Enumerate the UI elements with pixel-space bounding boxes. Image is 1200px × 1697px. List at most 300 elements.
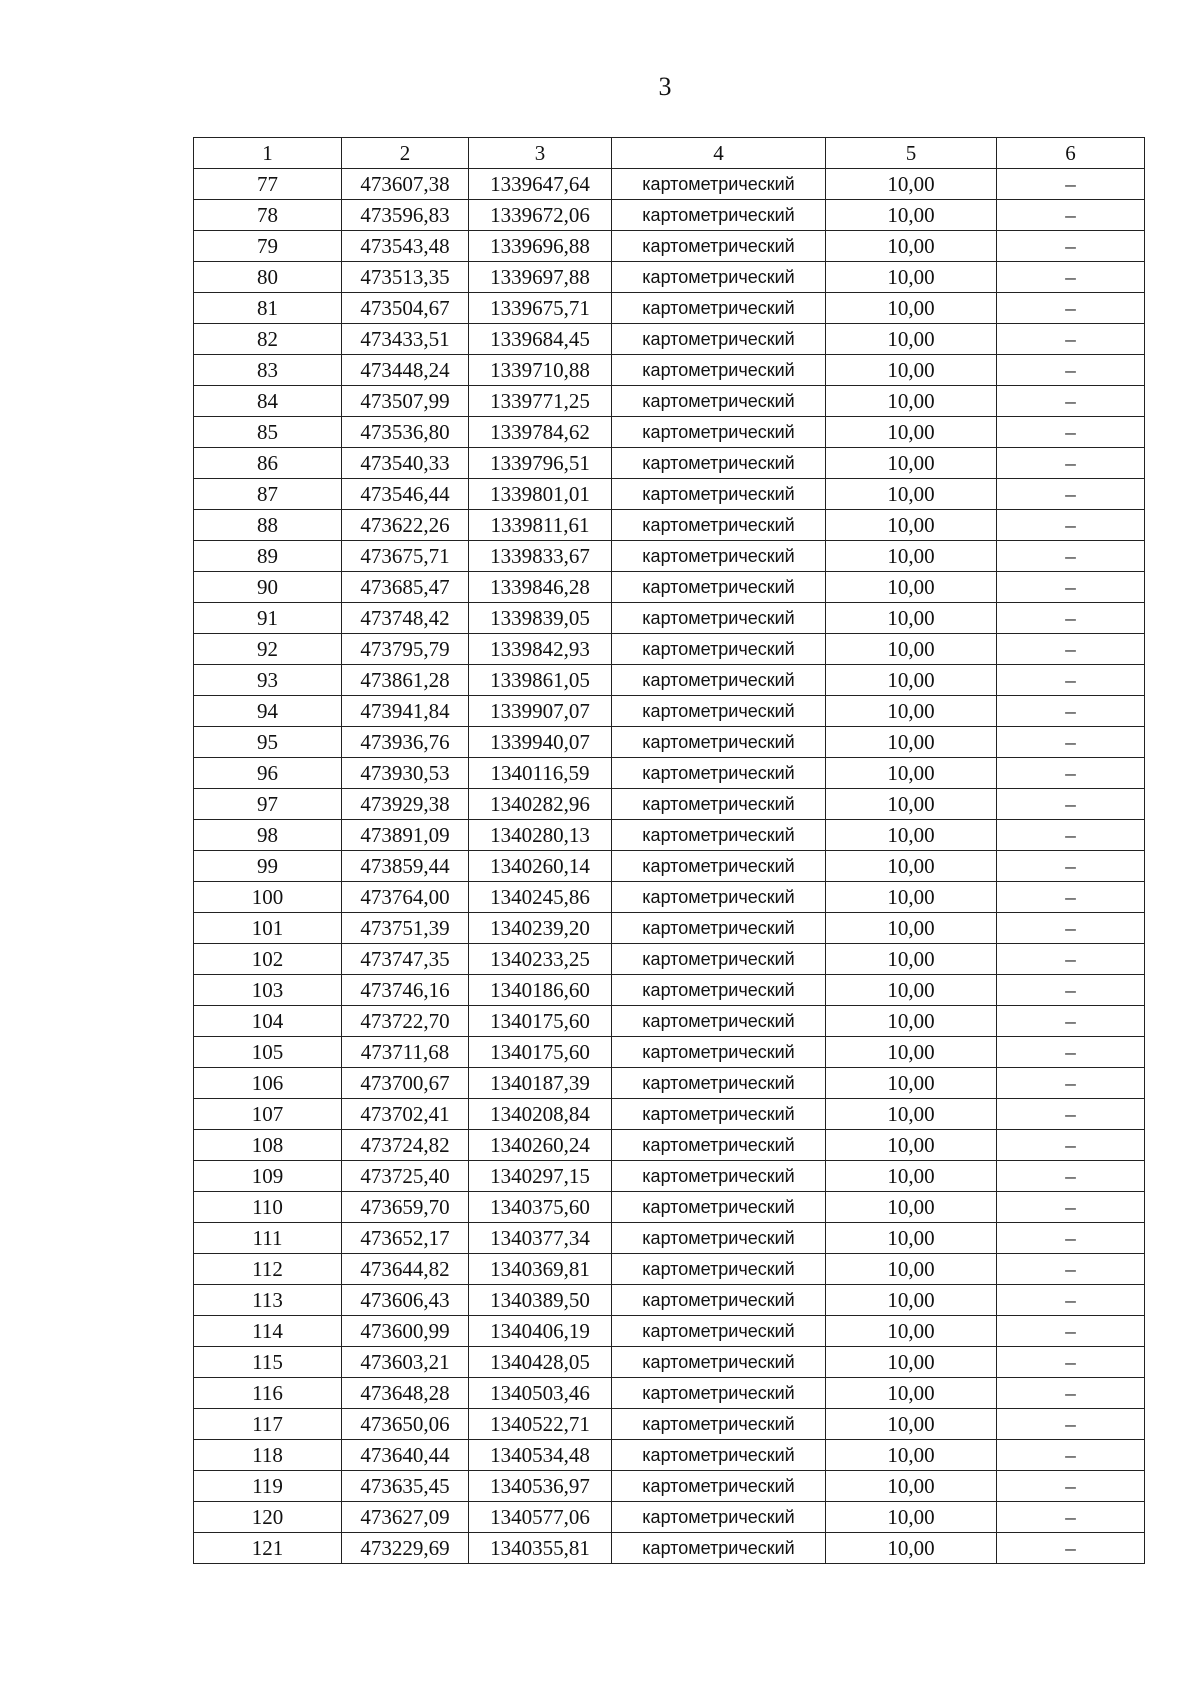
cell-accuracy: 10,00	[826, 1285, 997, 1316]
cell-accuracy: 10,00	[826, 1471, 997, 1502]
table-row	[194, 1533, 1145, 1564]
cell-accuracy: 10,00	[826, 169, 997, 200]
cell-accuracy: 10,00	[826, 789, 997, 820]
cell-description: –	[997, 1378, 1145, 1409]
cell-accuracy: 10,00	[826, 634, 997, 665]
cell-method: картометрический	[612, 200, 826, 231]
cell-point-number: 105	[194, 1037, 342, 1068]
cell-y-coordinate: 1339710,88	[469, 355, 612, 386]
cell-description: –	[997, 262, 1145, 293]
cell-method: картометрический	[612, 1068, 826, 1099]
cell-x-coordinate: 473724,82	[342, 1130, 469, 1161]
cell-x-coordinate: 473675,71	[342, 541, 469, 572]
cell-accuracy: 10,00	[826, 665, 997, 696]
cell-method: картометрический	[612, 1440, 826, 1471]
table-row	[194, 851, 1145, 882]
cell-y-coordinate: 1339771,25	[469, 386, 612, 417]
cell-accuracy: 10,00	[826, 1006, 997, 1037]
cell-accuracy: 10,00	[826, 231, 997, 262]
cell-method: картометрический	[612, 510, 826, 541]
header-cell-x: 2	[342, 138, 469, 169]
cell-accuracy: 10,00	[826, 913, 997, 944]
cell-point-number: 108	[194, 1130, 342, 1161]
cell-accuracy: 10,00	[826, 293, 997, 324]
cell-x-coordinate: 473702,41	[342, 1099, 469, 1130]
cell-method: картометрический	[612, 1223, 826, 1254]
cell-accuracy: 10,00	[826, 944, 997, 975]
cell-accuracy: 10,00	[826, 975, 997, 1006]
cell-method: картометрический	[612, 324, 826, 355]
cell-method: картометрический	[612, 634, 826, 665]
cell-method: картометрический	[612, 448, 826, 479]
table-row	[194, 479, 1145, 510]
cell-point-number: 85	[194, 417, 342, 448]
cell-y-coordinate: 1340260,24	[469, 1130, 612, 1161]
cell-description: –	[997, 820, 1145, 851]
cell-y-coordinate: 1339647,64	[469, 169, 612, 200]
cell-description: –	[997, 510, 1145, 541]
cell-point-number: 92	[194, 634, 342, 665]
header-cell-point-number: 1	[194, 138, 342, 169]
cell-point-number: 104	[194, 1006, 342, 1037]
cell-point-number: 118	[194, 1440, 342, 1471]
cell-accuracy: 10,00	[826, 1130, 997, 1161]
cell-y-coordinate: 1340239,20	[469, 913, 612, 944]
coordinates-table	[193, 137, 1145, 1564]
table-row	[194, 1502, 1145, 1533]
cell-method: картометрический	[612, 1006, 826, 1037]
cell-method: картометрический	[612, 1533, 826, 1564]
cell-method: картометрический	[612, 1192, 826, 1223]
table-row	[194, 386, 1145, 417]
cell-method: картометрический	[612, 820, 826, 851]
cell-x-coordinate: 473635,45	[342, 1471, 469, 1502]
cell-description: –	[997, 1285, 1145, 1316]
cell-method: картометрический	[612, 1316, 826, 1347]
cell-y-coordinate: 1339861,05	[469, 665, 612, 696]
cell-point-number: 107	[194, 1099, 342, 1130]
cell-accuracy: 10,00	[826, 386, 997, 417]
table-row	[194, 603, 1145, 634]
cell-point-number: 102	[194, 944, 342, 975]
cell-method: картометрический	[612, 386, 826, 417]
cell-accuracy: 10,00	[826, 1409, 997, 1440]
cell-description: –	[997, 355, 1145, 386]
table-row	[194, 231, 1145, 262]
cell-y-coordinate: 1340260,14	[469, 851, 612, 882]
cell-description: –	[997, 1533, 1145, 1564]
cell-point-number: 112	[194, 1254, 342, 1285]
cell-method: картометрический	[612, 1502, 826, 1533]
cell-y-coordinate: 1340522,71	[469, 1409, 612, 1440]
cell-accuracy: 10,00	[826, 1099, 997, 1130]
cell-description: –	[997, 603, 1145, 634]
cell-method: картометрический	[612, 169, 826, 200]
cell-method: картометрический	[612, 293, 826, 324]
header-row	[194, 138, 1145, 169]
cell-x-coordinate: 473747,35	[342, 944, 469, 975]
cell-y-coordinate: 1339811,61	[469, 510, 612, 541]
cell-description: –	[997, 975, 1145, 1006]
cell-method: картометрический	[612, 572, 826, 603]
cell-accuracy: 10,00	[826, 355, 997, 386]
table-row	[194, 913, 1145, 944]
cell-point-number: 121	[194, 1533, 342, 1564]
table-row	[194, 1130, 1145, 1161]
cell-y-coordinate: 1340377,34	[469, 1223, 612, 1254]
cell-description: –	[997, 448, 1145, 479]
table-row	[194, 634, 1145, 665]
cell-x-coordinate: 473648,28	[342, 1378, 469, 1409]
cell-description: –	[997, 1347, 1145, 1378]
cell-y-coordinate: 1340389,50	[469, 1285, 612, 1316]
cell-point-number: 101	[194, 913, 342, 944]
cell-description: –	[997, 944, 1145, 975]
table-row	[194, 1192, 1145, 1223]
cell-x-coordinate: 473543,48	[342, 231, 469, 262]
cell-x-coordinate: 473711,68	[342, 1037, 469, 1068]
cell-x-coordinate: 473627,09	[342, 1502, 469, 1533]
cell-y-coordinate: 1339940,07	[469, 727, 612, 758]
cell-description: –	[997, 479, 1145, 510]
cell-description: –	[997, 324, 1145, 355]
cell-description: –	[997, 1037, 1145, 1068]
cell-x-coordinate: 473891,09	[342, 820, 469, 851]
cell-method: картометрический	[612, 1099, 826, 1130]
cell-x-coordinate: 473941,84	[342, 696, 469, 727]
table-row	[194, 510, 1145, 541]
cell-y-coordinate: 1339784,62	[469, 417, 612, 448]
table-row	[194, 758, 1145, 789]
cell-x-coordinate: 473936,76	[342, 727, 469, 758]
cell-description: –	[997, 634, 1145, 665]
cell-point-number: 110	[194, 1192, 342, 1223]
cell-description: –	[997, 1254, 1145, 1285]
table-row	[194, 665, 1145, 696]
cell-description: –	[997, 1161, 1145, 1192]
cell-accuracy: 10,00	[826, 1192, 997, 1223]
cell-y-coordinate: 1340369,81	[469, 1254, 612, 1285]
cell-description: –	[997, 1099, 1145, 1130]
table-row	[194, 1006, 1145, 1037]
table-row	[194, 448, 1145, 479]
cell-point-number: 79	[194, 231, 342, 262]
cell-description: –	[997, 1440, 1145, 1471]
table-row	[194, 1316, 1145, 1347]
cell-x-coordinate: 473596,83	[342, 200, 469, 231]
cell-y-coordinate: 1339697,88	[469, 262, 612, 293]
cell-accuracy: 10,00	[826, 200, 997, 231]
table-row	[194, 262, 1145, 293]
cell-y-coordinate: 1340187,39	[469, 1068, 612, 1099]
cell-description: –	[997, 696, 1145, 727]
cell-y-coordinate: 1340375,60	[469, 1192, 612, 1223]
cell-method: картометрический	[612, 727, 826, 758]
table-row	[194, 293, 1145, 324]
cell-x-coordinate: 473536,80	[342, 417, 469, 448]
cell-y-coordinate: 1340534,48	[469, 1440, 612, 1471]
cell-point-number: 91	[194, 603, 342, 634]
cell-point-number: 88	[194, 510, 342, 541]
cell-point-number: 116	[194, 1378, 342, 1409]
cell-method: картометрический	[612, 665, 826, 696]
table-row	[194, 1254, 1145, 1285]
cell-accuracy: 10,00	[826, 1223, 997, 1254]
cell-method: картометрический	[612, 696, 826, 727]
cell-method: картометрический	[612, 1471, 826, 1502]
cell-y-coordinate: 1340175,60	[469, 1006, 612, 1037]
cell-accuracy: 10,00	[826, 696, 997, 727]
cell-accuracy: 10,00	[826, 603, 997, 634]
cell-point-number: 109	[194, 1161, 342, 1192]
cell-y-coordinate: 1340282,96	[469, 789, 612, 820]
cell-x-coordinate: 473746,16	[342, 975, 469, 1006]
cell-x-coordinate: 473622,26	[342, 510, 469, 541]
cell-description: –	[997, 882, 1145, 913]
cell-method: картометрический	[612, 758, 826, 789]
cell-accuracy: 10,00	[826, 262, 997, 293]
cell-accuracy: 10,00	[826, 820, 997, 851]
cell-description: –	[997, 913, 1145, 944]
cell-y-coordinate: 1340116,59	[469, 758, 612, 789]
cell-accuracy: 10,00	[826, 479, 997, 510]
cell-x-coordinate: 473504,67	[342, 293, 469, 324]
cell-point-number: 98	[194, 820, 342, 851]
table-row	[194, 696, 1145, 727]
cell-method: картометрический	[612, 417, 826, 448]
cell-accuracy: 10,00	[826, 727, 997, 758]
cell-method: картометрический	[612, 851, 826, 882]
cell-method: картометрический	[612, 355, 826, 386]
cell-accuracy: 10,00	[826, 758, 997, 789]
cell-point-number: 111	[194, 1223, 342, 1254]
cell-accuracy: 10,00	[826, 1378, 997, 1409]
cell-description: –	[997, 1068, 1145, 1099]
cell-accuracy: 10,00	[826, 541, 997, 572]
table-row	[194, 1099, 1145, 1130]
cell-point-number: 84	[194, 386, 342, 417]
cell-description: –	[997, 1223, 1145, 1254]
cell-x-coordinate: 473513,35	[342, 262, 469, 293]
cell-description: –	[997, 1192, 1145, 1223]
cell-x-coordinate: 473606,43	[342, 1285, 469, 1316]
cell-method: картометрический	[612, 1254, 826, 1285]
cell-point-number: 114	[194, 1316, 342, 1347]
cell-y-coordinate: 1339833,67	[469, 541, 612, 572]
cell-x-coordinate: 473507,99	[342, 386, 469, 417]
cell-x-coordinate: 473700,67	[342, 1068, 469, 1099]
table-row	[194, 1440, 1145, 1471]
cell-description: –	[997, 1409, 1145, 1440]
cell-description: –	[997, 572, 1145, 603]
table-row	[194, 1409, 1145, 1440]
cell-description: –	[997, 1130, 1145, 1161]
cell-description: –	[997, 200, 1145, 231]
cell-point-number: 83	[194, 355, 342, 386]
cell-y-coordinate: 1339696,88	[469, 231, 612, 262]
cell-point-number: 106	[194, 1068, 342, 1099]
cell-method: картометрический	[612, 1037, 826, 1068]
cell-y-coordinate: 1339672,06	[469, 200, 612, 231]
table-row	[194, 789, 1145, 820]
cell-point-number: 77	[194, 169, 342, 200]
cell-x-coordinate: 473600,99	[342, 1316, 469, 1347]
table-header	[194, 138, 1145, 169]
table-row	[194, 1378, 1145, 1409]
cell-x-coordinate: 473859,44	[342, 851, 469, 882]
cell-point-number: 100	[194, 882, 342, 913]
cell-accuracy: 10,00	[826, 851, 997, 882]
cell-description: –	[997, 293, 1145, 324]
cell-point-number: 93	[194, 665, 342, 696]
cell-accuracy: 10,00	[826, 882, 997, 913]
table-row	[194, 820, 1145, 851]
cell-description: –	[997, 665, 1145, 696]
cell-x-coordinate: 473748,42	[342, 603, 469, 634]
cell-description: –	[997, 789, 1145, 820]
cell-method: картометрический	[612, 913, 826, 944]
cell-description: –	[997, 1316, 1145, 1347]
cell-description: –	[997, 417, 1145, 448]
cell-description: –	[997, 851, 1145, 882]
cell-description: –	[997, 1471, 1145, 1502]
cell-point-number: 80	[194, 262, 342, 293]
cell-x-coordinate: 473603,21	[342, 1347, 469, 1378]
cell-y-coordinate: 1339846,28	[469, 572, 612, 603]
cell-accuracy: 10,00	[826, 324, 997, 355]
cell-point-number: 89	[194, 541, 342, 572]
cell-method: картометрический	[612, 882, 826, 913]
table-row	[194, 975, 1145, 1006]
cell-y-coordinate: 1340297,15	[469, 1161, 612, 1192]
cell-accuracy: 10,00	[826, 1502, 997, 1533]
cell-accuracy: 10,00	[826, 448, 997, 479]
cell-point-number: 82	[194, 324, 342, 355]
cell-accuracy: 10,00	[826, 1347, 997, 1378]
cell-accuracy: 10,00	[826, 417, 997, 448]
cell-y-coordinate: 1340245,86	[469, 882, 612, 913]
cell-method: картометрический	[612, 1161, 826, 1192]
cell-point-number: 120	[194, 1502, 342, 1533]
cell-point-number: 115	[194, 1347, 342, 1378]
cell-point-number: 119	[194, 1471, 342, 1502]
table-row	[194, 727, 1145, 758]
cell-point-number: 103	[194, 975, 342, 1006]
cell-method: картометрический	[612, 1130, 826, 1161]
cell-accuracy: 10,00	[826, 1440, 997, 1471]
cell-description: –	[997, 169, 1145, 200]
cell-x-coordinate: 473540,33	[342, 448, 469, 479]
cell-y-coordinate: 1340428,05	[469, 1347, 612, 1378]
cell-y-coordinate: 1340503,46	[469, 1378, 612, 1409]
cell-method: картометрический	[612, 975, 826, 1006]
cell-accuracy: 10,00	[826, 510, 997, 541]
cell-x-coordinate: 473607,38	[342, 169, 469, 200]
cell-method: картометрический	[612, 603, 826, 634]
table-body	[194, 169, 1145, 1564]
table-row	[194, 1347, 1145, 1378]
cell-method: картометрический	[612, 1347, 826, 1378]
table-row	[194, 944, 1145, 975]
cell-x-coordinate: 473795,79	[342, 634, 469, 665]
cell-description: –	[997, 231, 1145, 262]
cell-y-coordinate: 1339675,71	[469, 293, 612, 324]
cell-accuracy: 10,00	[826, 1316, 997, 1347]
cell-description: –	[997, 386, 1145, 417]
cell-y-coordinate: 1339796,51	[469, 448, 612, 479]
header-cell-description: 6	[997, 138, 1145, 169]
cell-x-coordinate: 473930,53	[342, 758, 469, 789]
table-row	[194, 1037, 1145, 1068]
cell-x-coordinate: 473650,06	[342, 1409, 469, 1440]
cell-description: –	[997, 727, 1145, 758]
cell-method: картометрический	[612, 1285, 826, 1316]
cell-accuracy: 10,00	[826, 1068, 997, 1099]
cell-y-coordinate: 1339907,07	[469, 696, 612, 727]
cell-description: –	[997, 1502, 1145, 1533]
page-number	[0, 72, 1200, 102]
cell-method: картометрический	[612, 262, 826, 293]
cell-description: –	[997, 1006, 1145, 1037]
cell-point-number: 90	[194, 572, 342, 603]
cell-accuracy: 10,00	[826, 1254, 997, 1285]
cell-y-coordinate: 1339801,01	[469, 479, 612, 510]
cell-point-number: 117	[194, 1409, 342, 1440]
cell-y-coordinate: 1340280,13	[469, 820, 612, 851]
table-row	[194, 169, 1145, 200]
cell-y-coordinate: 1340406,19	[469, 1316, 612, 1347]
cell-method: картометрический	[612, 479, 826, 510]
cell-x-coordinate: 473861,28	[342, 665, 469, 696]
cell-x-coordinate: 473929,38	[342, 789, 469, 820]
cell-description: –	[997, 758, 1145, 789]
header-cell-accuracy: 5	[826, 138, 997, 169]
cell-x-coordinate: 473644,82	[342, 1254, 469, 1285]
cell-x-coordinate: 473751,39	[342, 913, 469, 944]
cell-description: –	[997, 541, 1145, 572]
cell-x-coordinate: 473764,00	[342, 882, 469, 913]
cell-y-coordinate: 1340355,81	[469, 1533, 612, 1564]
cell-x-coordinate: 473229,69	[342, 1533, 469, 1564]
cell-accuracy: 10,00	[826, 1533, 997, 1564]
cell-point-number: 78	[194, 200, 342, 231]
table-row	[194, 417, 1145, 448]
cell-point-number: 99	[194, 851, 342, 882]
cell-y-coordinate: 1339684,45	[469, 324, 612, 355]
table-row	[194, 1285, 1145, 1316]
cell-y-coordinate: 1340536,97	[469, 1471, 612, 1502]
cell-accuracy: 10,00	[826, 1161, 997, 1192]
cell-x-coordinate: 473652,17	[342, 1223, 469, 1254]
cell-accuracy: 10,00	[826, 1037, 997, 1068]
cell-point-number: 96	[194, 758, 342, 789]
cell-y-coordinate: 1340577,06	[469, 1502, 612, 1533]
cell-point-number: 113	[194, 1285, 342, 1316]
cell-accuracy: 10,00	[826, 572, 997, 603]
cell-method: картометрический	[612, 541, 826, 572]
cell-x-coordinate: 473659,70	[342, 1192, 469, 1223]
cell-x-coordinate: 473640,44	[342, 1440, 469, 1471]
table-row	[194, 324, 1145, 355]
table-row	[194, 882, 1145, 913]
page-number-text: 3	[658, 72, 672, 101]
cell-point-number: 86	[194, 448, 342, 479]
cell-y-coordinate: 1340208,84	[469, 1099, 612, 1130]
cell-method: картометрический	[612, 1378, 826, 1409]
cell-x-coordinate: 473433,51	[342, 324, 469, 355]
cell-x-coordinate: 473722,70	[342, 1006, 469, 1037]
table-row	[194, 200, 1145, 231]
